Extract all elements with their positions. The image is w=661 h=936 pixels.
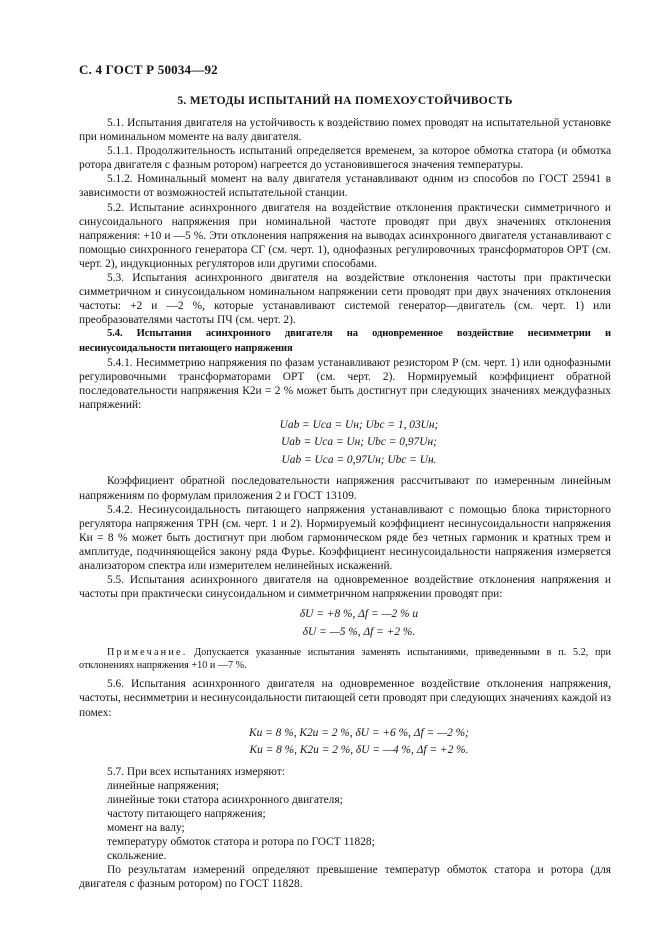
formula-block-5-4-1 (79, 417, 611, 470)
list-item: линейные напряжения; (107, 779, 220, 792)
paragraph-5-5: 5.5. Испытания асинхронного двигателя на одновременное воздействие отклонения напряжения и частоты при практически синусоидальном и симметричном напряжении проводят при: (79, 574, 611, 601)
note-text: Допускается указанные испытания заменять испытаниями, приведенными в п. 5.2, при отклонениях напряжения +10 и —7 %. (79, 647, 611, 672)
section-title: 5. МЕТОДЫ ИСПЫТАНИЙ НА ПОМЕХОУСТОЙЧИВОСТЬ (177, 95, 513, 107)
note-label: Примечание. (107, 647, 188, 659)
paragraph-coefficient: Коэффициент обратной последовательности напряжения рассчитывают по измеренным линейным напряжениям по формулам приложения 2 и ГОСТ 13109. (79, 475, 611, 502)
paragraph-5-6: 5.6. Испытания асинхронного двигателя на одновременное воздействие отклонения напряжения, частоты, несимметрии и несинусоидальности питающей сети проводят при следующих значениях каждой из помех: (79, 678, 611, 719)
list-item: температуру обмоток статора и ротора по ГОСТ 11828; (107, 836, 375, 849)
list-item: момент на валу; (107, 821, 185, 834)
formula-line: Uab = Uca = Uн; Ubc = 0,97Uн; (281, 436, 437, 449)
document-body (79, 116, 611, 891)
paragraph-final: По результатам измерений определяют превышение температур обмоток статора и ротора (для двигателя с фазным ротором) по ГОСТ 11828. (79, 864, 611, 891)
list-item: частоту питающего напряжения; (107, 807, 266, 820)
formula-line: Uab = Uca = 0,97Uн; Ubc = Uн. (281, 453, 437, 466)
formula-line: δU = +8 %, Δf = —2 % и (299, 608, 419, 621)
formula-line: Ки = 8 %, К2и = 2 %, δU = —4 %, Δf = +2 %. (249, 744, 469, 757)
subsection-heading-5-4: 5.4. Испытания асинхронного двигателя на одновременное воздействие несимметрии и несинусоидальности питающего напряжения (79, 328, 611, 354)
formula-block-5-6 (79, 725, 611, 760)
list-item: скольжение. (107, 850, 167, 863)
paragraph-5-1-2: 5.1.2. Номинальный момент на валу двигателя устанавливают одним из способов по ГОСТ 25941 в зависимости от возможностей испытательной станции. (79, 173, 611, 200)
formula-block-5-5 (79, 606, 611, 641)
page-header: С. 4 ГОСТ Р 50034—92 (79, 62, 218, 77)
list-item: линейные токи статора асинхронного двигателя; (107, 793, 343, 806)
measurement-list (79, 779, 611, 864)
formula-line: Uab = Uca = Uн; Ubc = 1, 03Uн; (279, 418, 439, 431)
paragraph-5-4-1: 5.4.1. Несимметрию напряжения по фазам устанавливают резистором Р (см. черт. 1) или однофазными регулировочными трансформаторами ОРТ (см. черт. 2). Нормируемый коэффициент обратной последовательности напряжения К2и = 2 % может быть достигнут при следующих значениях междуфазных напряжений: (79, 356, 611, 411)
note (79, 646, 611, 672)
paragraph-5-1: 5.1. Испытания двигателя на устойчивость к воздействию помех проводят на испытательной установке при номинальном моменте на валу двигателя. (79, 117, 611, 144)
paragraph-5-1-1: 5.1.1. Продолжительность испытаний определяется временем, за которое обмотка статора (и обмотка ротора двигателя с фазным ротором) нагреется до установившегося значения температуры. (79, 145, 611, 172)
paragraph-5-2: 5.2. Испытание асинхронного двигателя на воздействие отклонения практически симметричного и синусоидального напряжения при номинальной частоте проводят при двух значениях отклонения напряжения: +10 и —5 %. Эти отклонения напряжения на выводах асинхронного двигателя устанавливают с помощью синхронного генератора СГ (см. черт. 1), однофазных регулировочных трансформаторов ОРТ (см. черт. 2), индукционных регуляторов или другими способами. (79, 201, 611, 270)
paragraph-5-4-2: 5.4.2. Несинусоидальность питающего напряжения устанавливают с помощью блока тиристорного регулятора напряжения ТРН (см. черт. 1 и 2). Нормируемый коэффициент несинусоидальности напряжения Ки = 8 % может быть достигнут при любом гармоническом ряде без четных гармоник и кратных трем и амплитуде, подчиняющейся закону ряда Фурье. Коэффициент несинусоидальности напряжения измеряется анализатором спектра или измерителем нелинейных искажений. (79, 503, 611, 573)
formula-line: δU = —5 %, Δf = +2 %. (302, 625, 416, 638)
paragraph-5-3: 5.3. Испытания асинхронного двигателя на воздействие отклонения частоты при практически симметричном и синусоидальном номинальном напряжении сети проводят при двух значениях отклонения частоты: +2 и —2 %, которые устанавливают системой генератор—двигатель (см. черт. 1) или преобразователями частоты ПЧ (см. черт. 2). (79, 272, 611, 327)
formula-line: Ки = 8 %, К2и = 2 %, δU = +6 %, Δf = —2 %; (249, 726, 469, 739)
paragraph-5-7: 5.7. При всех испытаниях измеряют: (107, 765, 285, 778)
